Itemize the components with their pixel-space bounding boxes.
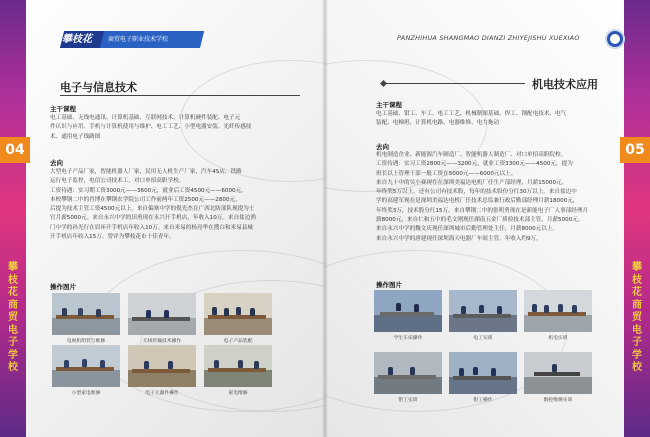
photo-caption: 机电实训 [548, 336, 568, 341]
photo [374, 352, 442, 394]
photo [449, 290, 517, 332]
left-destination-text: 大型电子产品厂家，智能机器人厂家，民用无人机生产厂家，汽车4S店，铁路 运行电子监控，电信公司技术工，对口单招高职学校。 工资待遇：实习期工资3000元——3600元，就业后工资4500元——6000元。 本校攀钢二中的肖博在攀钢农学院公司工作前两年工资2500元——2800元， 后提为技术主管工资4500元以上。来自偏寨中学的倪光杰在广西北防部队现提为士 官月薪5000元。来自永兴中学的田勇现在永兴开手机店，年收入10万。来自盐边渔 门中学的孙光行在眉环开手机店年收入10万。来自米易的杨亮华在搜白和米易县城 开手机店年收入15万。曾评为攀枝花市十佳青年。 [50, 169, 256, 241]
photo [128, 293, 196, 335]
right-photos-heading: 操作图片 [376, 281, 402, 289]
photo [374, 290, 442, 332]
left-page-number: 04 [0, 137, 30, 163]
right-destination-text: 机电制造企业、新能源汽车制造厂、智能机器人制造厂、对口单招高职院校。 工资待遇：实习工资2800元——3200元，就业工资3300元——4500元，提为 班长以上管理干部一般工资在5000元——6000元以上。 来自九十中的吴小赛现在在深圳美福达电机厂任生产部经理，月薪15000元。 年终奖5万以上，还有公司有技术股，每年的技术股份分红30万以上。来自盐边中 学的高建军现在是深圳美福达电机厂任技术总监兼行政后勤部经理月薪18000元， 年终奖3万，技术股分红15万。来自攀钢二中的张明勇现在是新能电子厂人事部经理月 薪8000元，来自仁和五中的毛文刚现任湖南五金厂质检技术部主管，月薪5000元。 来自永兴中学的魏文庆现任深圳城市后勤管理处主任，月薪8000元以上。 来自永兴中学的唐建现任深圳海天电器厂车间主管，年收入约9万。 [376, 152, 589, 242]
right-destination-heading: 去向 [376, 143, 389, 151]
school-pinyin-name: PANZHIHUA SHANGMAO DIANZI ZHIYEJISHU XUEXIAO [397, 34, 580, 42]
left-courses-text: 电工基础、无线电通讯、计算机基础、互联网技术、计算机硬件装配、电子元 件认识与应用、手机与计算机使用与维护、电工工艺、小型电器安装、光纤传感技 术、通用电子线路图 [50, 115, 252, 140]
photo [449, 352, 517, 394]
photo-caption: 家电维修 [228, 391, 248, 396]
photo [524, 352, 592, 394]
photo-caption: 电工实训 [473, 336, 493, 341]
right-page-number: 05 [620, 137, 650, 163]
photo [204, 345, 272, 387]
school-emblem-icon [605, 29, 625, 49]
photo-caption: 电视机组装与维修 [66, 339, 106, 344]
left-section-title: 电子与信息技术 [60, 81, 137, 94]
title-rule [385, 83, 525, 84]
photo-caption: 钳工操作 [473, 398, 493, 403]
title-rule [60, 95, 300, 96]
left-side-text: 攀 枝 花 商 贸 电 子 学 校 [8, 262, 18, 373]
school-logo-name: 攀枝花 [62, 34, 92, 45]
photo [52, 293, 120, 335]
photo-caption: 电子元器件操作 [145, 391, 179, 396]
right-side-text: 攀 枝 花 商 贸 电 子 学 校 [632, 262, 642, 373]
photo-caption: 无线传输技术操作 [142, 339, 182, 344]
photo-caption: 电子产品装配 [223, 339, 253, 344]
photo-caption: 小型家电维修 [71, 391, 101, 396]
right-section-title: 机电技术应用 [532, 78, 598, 91]
left-destination-heading: 去向 [50, 159, 63, 167]
photo-caption: 钳工实训 [398, 398, 418, 403]
left-photos-heading: 操作图片 [50, 283, 76, 291]
page-gutter [322, 0, 328, 437]
right-courses-heading: 主干课程 [376, 101, 402, 109]
photo [52, 345, 120, 387]
photo [204, 293, 272, 335]
school-logo-subtitle: 商贸电子职业技术学校 [108, 36, 169, 43]
photo-caption: 数控维修实训 [543, 398, 573, 403]
photo-caption: 学生车床操作 [393, 336, 423, 341]
photo [128, 345, 196, 387]
right-courses-text: 电工基础、钳工、车工、电工工艺、机械制图基础、焊工、钢配电技术、电气 装配、电梯班、计算机电路、电器维修、电力拖动 [376, 111, 567, 127]
photo [524, 290, 592, 332]
left-courses-heading: 主干课程 [50, 105, 76, 113]
